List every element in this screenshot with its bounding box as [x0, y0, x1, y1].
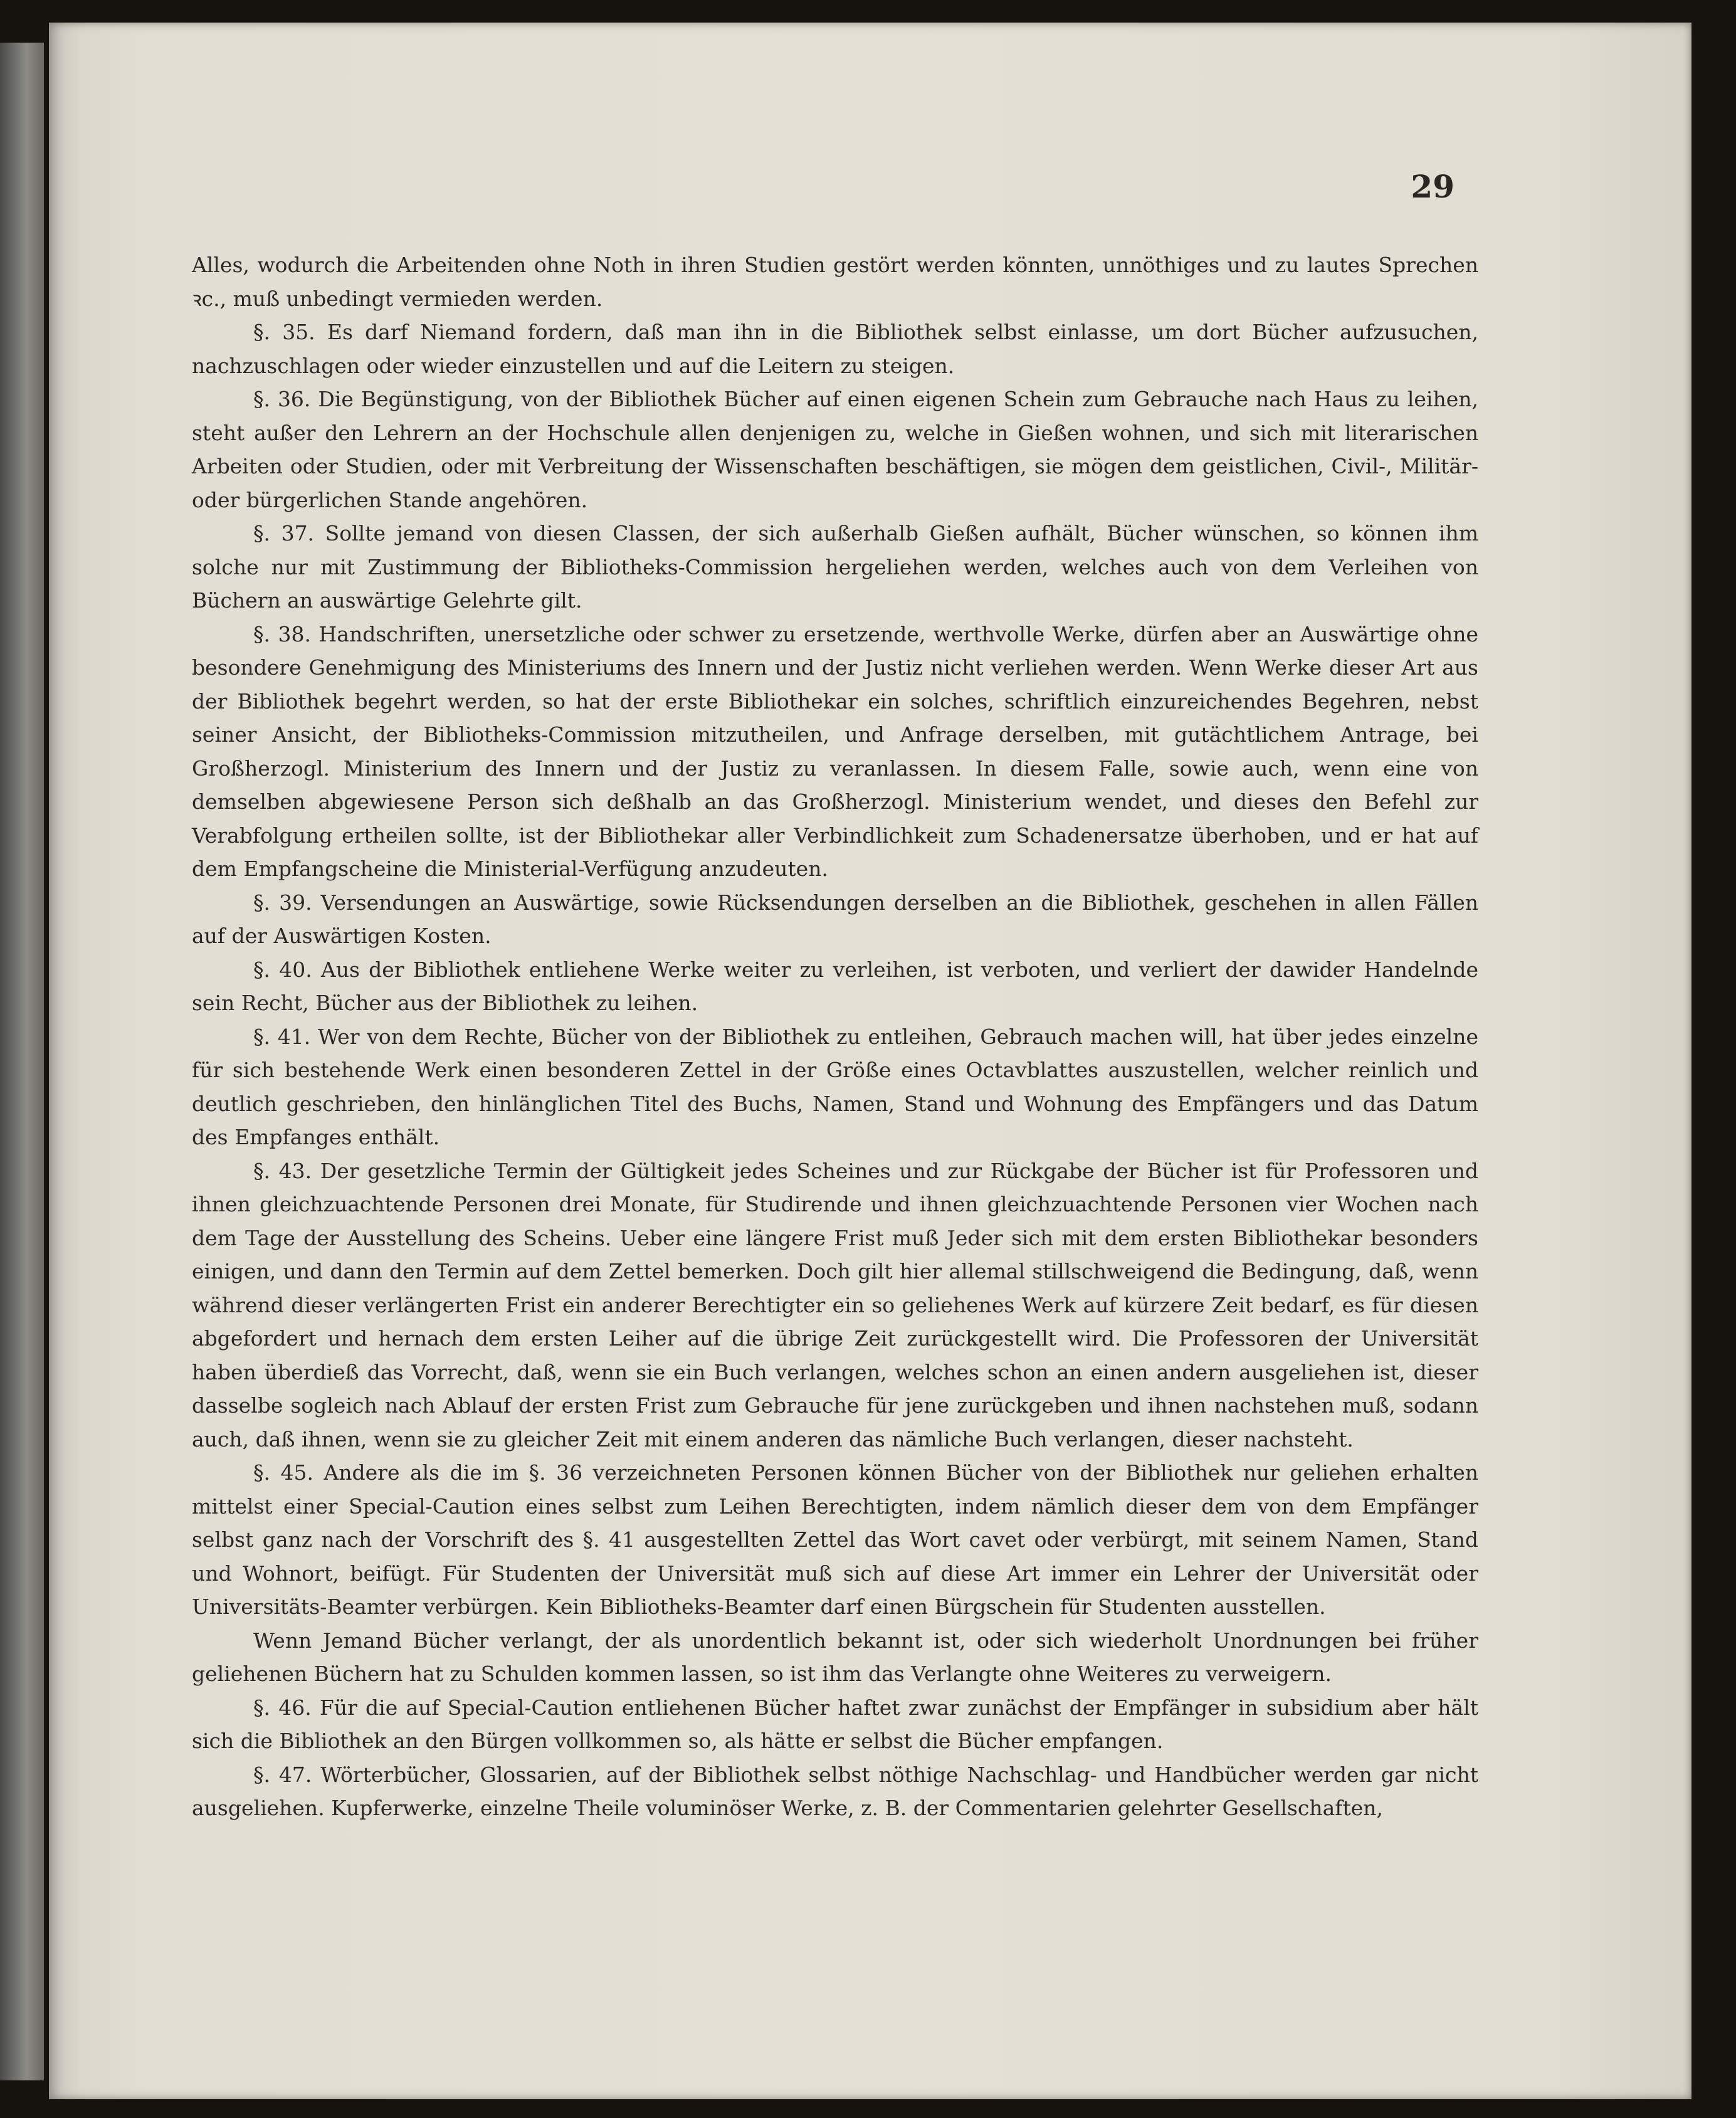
- paragraph-section-43: §. 43. Der gesetzliche Termin der Gültigkeit jedes Scheines und zur Rückgabe der Bücher ist für Professoren und ihnen gleichzuachtende Personen drei Monate, für Studirende und ihnen gleichzuachtende Personen vier Wochen nach dem Tage der Ausstellung des Scheins. Ueber eine längere Frist muß Jeder sich mit dem ersten Bibliothekar besonders einigen, und dann den Termin auf dem Zettel bemerken. Doch gilt hier allemal stillschweigend die Bedingung, daß, wenn während dieser verlängerten Frist ein anderer Berechtigter ein so geliehenes Werk auf kürzere Zeit bedarf, es für diesen abgefordert und hernach dem ersten Leiher auf die übrige Zeit zurückgestellt wird. Die Professoren der Universität haben überdieß das Vorrecht, daß, wenn sie ein Buch verlangen, welches schon an einen andern ausgeliehen ist, dieser dasselbe sogleich nach Ablauf der ersten Frist zum Gebrauche für jene zurückgeben und ihnen nachstehen muß, sodann auch, daß ihnen, wenn sie zu gleicher Zeit mit einem anderen das nämliche Buch verlangen, dieser nachsteht.: [192, 1158, 1478, 1452]
- paragraph-section-45: §. 45. Andere als die im §. 36 verzeichneten Personen können Bücher von der Bibliothek nur geliehen erhalten mittelst einer Special-Caution eines selbst zum Leihen Berechtigten, indem nämlich dieser dem von dem Empfänger selbst ganz nach der Vorschrift des §. 41 ausgestellten Zettel das Wort cavet oder verbürgt, mit seinem Namen, Stand und Wohnort, beifügt. Für Studenten der Universität muß sich auf diese Art immer ein Lehrer der Universität oder Universitäts-Beamter verbürgen. Kein Bibliotheks-Beamter darf einen Bürgschein für Studenten ausstellen.: [192, 1460, 1478, 1619]
- page-number: 29: [1411, 168, 1455, 205]
- body-text: [192, 248, 1478, 1825]
- paragraph-section-37: §. 37. Sollte jemand von diesen Classen, der sich außerhalb Gießen aufhält, Bücher wünschen, so können ihm solche nur mit Zustimmung der Bibliotheks-Commission hergeliehen werden, welches auch von dem Verleihen von Büchern an auswärtige Gelehrte gilt.: [192, 521, 1478, 613]
- paragraph-continuation: Alles, wodurch die Arbeitenden ohne Noth in ihren Studien gestört werden könnten, unnöthiges und zu lautes Sprechen ꝛc., muß unbedingt vermieden werden.: [192, 253, 1478, 311]
- paragraph-section-41: §. 41. Wer von dem Rechte, Bücher von der Bibliothek zu entleihen, Gebrauch machen will, hat über jedes einzelne für sich bestehende Werk einen besonderen Zettel in der Größe eines Octavblattes auszustellen, welcher reinlich und deutlich geschrieben, den hinlänglichen Titel des Buchs, Namen, Stand und Wohnung des Empfängers und das Datum des Empfanges enthält.: [192, 1024, 1478, 1149]
- paragraph-section-36: §. 36. Die Begünstigung, von der Bibliothek Bücher auf einen eigenen Schein zum Gebrauche nach Haus zu leihen, steht außer den Lehrern an der Hochschule allen denjenigen zu, welche in Gießen wohnen, und sich mit literarischen Arbeiten oder Studien, oder mit Verbreitung der Wissenschaften beschäftigen, sie mögen dem geistlichen, Civil-, Militär- oder bürgerlichen Stande angehören.: [192, 387, 1478, 512]
- book-page: [49, 23, 1691, 2099]
- paragraph-section-40: §. 40. Aus der Bibliothek entliehene Werke weiter zu verleihen, ist verboten, und verliert der dawider Handelnde sein Recht, Bücher aus der Bibliothek zu leihen.: [192, 957, 1478, 1015]
- paragraph-section-45-addendum: Wenn Jemand Bücher verlangt, der als unordentlich bekannt ist, oder sich wiederholt Unordnungen bei früher geliehenen Büchern hat zu Schulden kommen lassen, so ist ihm das Verlangte ohne Weiteres zu verweigern.: [192, 1628, 1478, 1686]
- previous-page-edge: [0, 43, 44, 2080]
- paragraph-section-39: §. 39. Versendungen an Auswärtige, sowie Rücksendungen derselben an die Bibliothek, geschehen in allen Fällen auf der Auswärtigen Kosten.: [192, 890, 1478, 948]
- paragraph-section-47: §. 47. Wörterbücher, Glossarien, auf der Bibliothek selbst nöthige Nachschlag- und Handbücher werden gar nicht ausgeliehen. Kupferwerke, einzelne Theile voluminöser Werke, z. B. der Commentarien gelehrter Gesellschaften,: [192, 1762, 1478, 1820]
- paragraph-section-38: §. 38. Handschriften, unersetzliche oder schwer zu ersetzende, werthvolle Werke, dürfen aber an Auswärtige ohne besondere Genehmigung des Ministeriums des Innern und der Justiz nicht verliehen werden. Wenn Werke dieser Art aus der Bibliothek begehrt werden, so hat der erste Bibliothekar ein solches, schriftlich einzureichendes Begehren, nebst seiner Ansicht, der Bibliotheks-Commission mitzutheilen, und Anfrage derselben, mit gutächtlichem Antrage, bei Großherzogl. Ministerium des Innern und der Justiz zu veranlassen. In diesem Falle, sowie auch, wenn eine von demselben abgewiesene Person sich deßhalb an das Großherzogl. Ministerium wendet, und dieses den Befehl zur Verabfolgung ertheilen sollte, ist der Bibliothekar aller Verbindlichkeit zum Schadenersatze überhoben, und er hat auf dem Empfangscheine die Ministerial-Verfügung anzudeuten.: [192, 621, 1478, 881]
- paragraph-section-35: §. 35. Es darf Niemand fordern, daß man ihn in die Bibliothek selbst einlasse, um dort Bücher aufzusuchen, nachzuschlagen oder wieder einzustellen und auf die Leitern zu steigen.: [192, 320, 1478, 378]
- paragraph-section-46: §. 46. Für die auf Special-Caution entliehenen Bücher haftet zwar zunächst der Empfänger in subsidium aber hält sich die Bibliothek an den Bürgen vollkommen so, als hätte er selbst die Bücher empfangen.: [192, 1695, 1478, 1753]
